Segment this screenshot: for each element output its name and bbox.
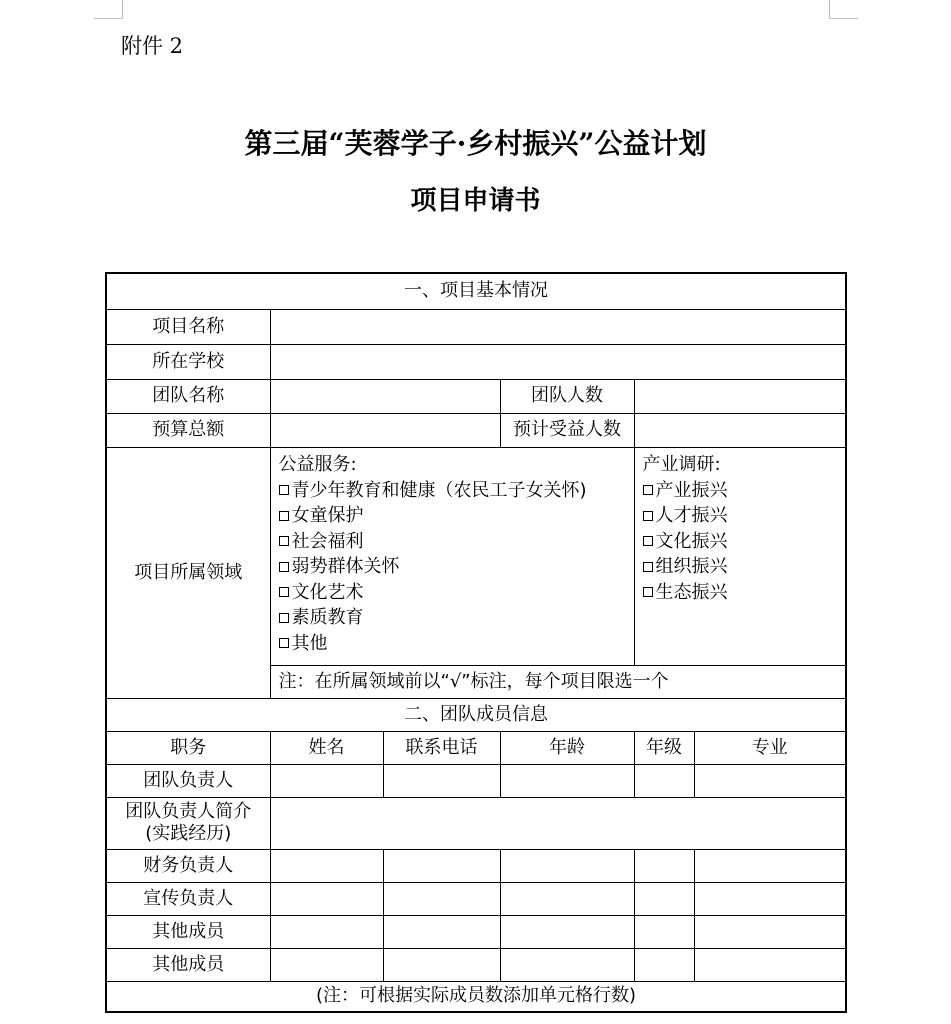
leader-intro-label: 团队负责人简介 (实践经历) [106,797,270,849]
table-cell[interactable] [694,948,846,981]
col-header-grade: 年级 [634,731,694,764]
option-quality-education[interactable]: 素质教育 [279,605,626,631]
project-name-field[interactable] [270,309,846,344]
table-cell[interactable] [500,882,634,915]
table-cell[interactable] [634,849,694,882]
public-service-title: 公益服务: [278,453,357,475]
option-ecology[interactable]: 生态振兴 [643,580,838,606]
domain-note: 注：在所属领域前以“√”标注，每个项目限选一个 [270,665,846,698]
option-other[interactable]: 其他 [279,631,626,657]
checkbox-icon[interactable] [643,536,653,546]
checkbox-icon[interactable] [279,613,289,623]
team-name-label: 团队名称 [106,379,270,413]
table-row [106,797,846,849]
col-header-name: 姓名 [270,731,383,764]
checkbox-icon[interactable] [279,485,289,495]
leader-label: 团队负责人 [106,764,270,797]
checkbox-icon[interactable] [279,638,289,648]
beneficiaries-field[interactable] [634,413,846,447]
table-cell[interactable] [383,915,500,948]
table-cell[interactable] [500,948,634,981]
table-cell[interactable] [270,849,383,882]
table-cell[interactable] [270,764,383,797]
table-cell[interactable] [634,948,694,981]
table-cell[interactable] [634,764,694,797]
project-name-label: 项目名称 [106,309,270,344]
option-organization[interactable]: 组织振兴 [643,554,838,580]
table-row [106,882,846,915]
checkbox-icon[interactable] [279,587,289,597]
public-service-options [270,447,634,665]
option-girl-protection[interactable]: 女童保护 [279,503,626,529]
table-cell[interactable] [270,915,383,948]
option-social-welfare[interactable]: 社会福利 [279,529,626,555]
table-cell[interactable] [383,882,500,915]
section2-header: 二、团队成员信息 [106,698,846,731]
table-row [106,915,846,948]
crop-mark-right [829,0,858,19]
table-cell[interactable] [694,915,846,948]
table-cell[interactable] [500,764,634,797]
option-vulnerable-groups[interactable]: 弱势群体关怀 [279,554,626,580]
team-size-label: 团队人数 [500,379,634,413]
section1-header: 一、项目基本情况 [106,273,846,309]
col-header-role: 职务 [106,731,270,764]
checkbox-icon[interactable] [643,587,653,597]
document-title: 第三届“芙蓉学子·乡村振兴”公益计划 [244,127,707,160]
attachment-label: 附件 2 [121,34,184,58]
leader-intro-field[interactable] [270,797,846,849]
table-cell[interactable] [383,849,500,882]
team-size-field[interactable] [634,379,846,413]
checkbox-icon[interactable] [643,562,653,572]
table-row [106,849,846,882]
option-culture-art[interactable]: 文化艺术 [279,580,626,606]
table-cell[interactable] [694,882,846,915]
table-cell[interactable] [383,948,500,981]
beneficiaries-label: 预计受益人数 [500,413,634,447]
option-talent[interactable]: 人才振兴 [643,503,838,529]
industry-options [634,447,846,665]
document-subtitle: 项目申请书 [410,186,541,216]
application-form-table [105,272,847,1013]
publicity-label: 宣传负责人 [106,882,270,915]
table-cell[interactable] [634,915,694,948]
budget-field[interactable] [270,413,500,447]
table-cell[interactable] [270,882,383,915]
col-header-major: 专业 [694,731,846,764]
checkbox-icon[interactable] [643,485,653,495]
industry-title: 产业调研: [642,453,721,475]
table-cell[interactable] [500,915,634,948]
crop-mark-left [94,0,123,19]
domain-label: 项目所属领域 [106,447,270,698]
school-label: 所在学校 [106,344,270,379]
table-cell[interactable] [634,882,694,915]
table-row [106,948,846,981]
option-industry[interactable]: 产业振兴 [643,478,838,504]
table-cell[interactable] [694,764,846,797]
table-row [106,764,846,797]
finance-label: 财务负责人 [106,849,270,882]
checkbox-icon[interactable] [279,536,289,546]
table-cell[interactable] [270,948,383,981]
option-culture[interactable]: 文化振兴 [643,529,838,555]
option-youth-education[interactable]: 青少年教育和健康（农民工子女关怀) [279,478,626,504]
team-name-field[interactable] [270,379,500,413]
checkbox-icon[interactable] [279,511,289,521]
checkbox-icon[interactable] [279,562,289,572]
school-field[interactable] [270,344,846,379]
budget-label: 预算总额 [106,413,270,447]
checkbox-icon[interactable] [643,511,653,521]
table-cell[interactable] [383,764,500,797]
table-cell[interactable] [500,849,634,882]
col-header-phone: 联系电话 [383,731,500,764]
footer-note: (注：可根据实际成员数添加单元格行数) [106,981,846,1012]
other-member-label: 其他成员 [106,915,270,948]
table-cell[interactable] [694,849,846,882]
other-member-label: 其他成员 [106,948,270,981]
col-header-age: 年龄 [500,731,634,764]
